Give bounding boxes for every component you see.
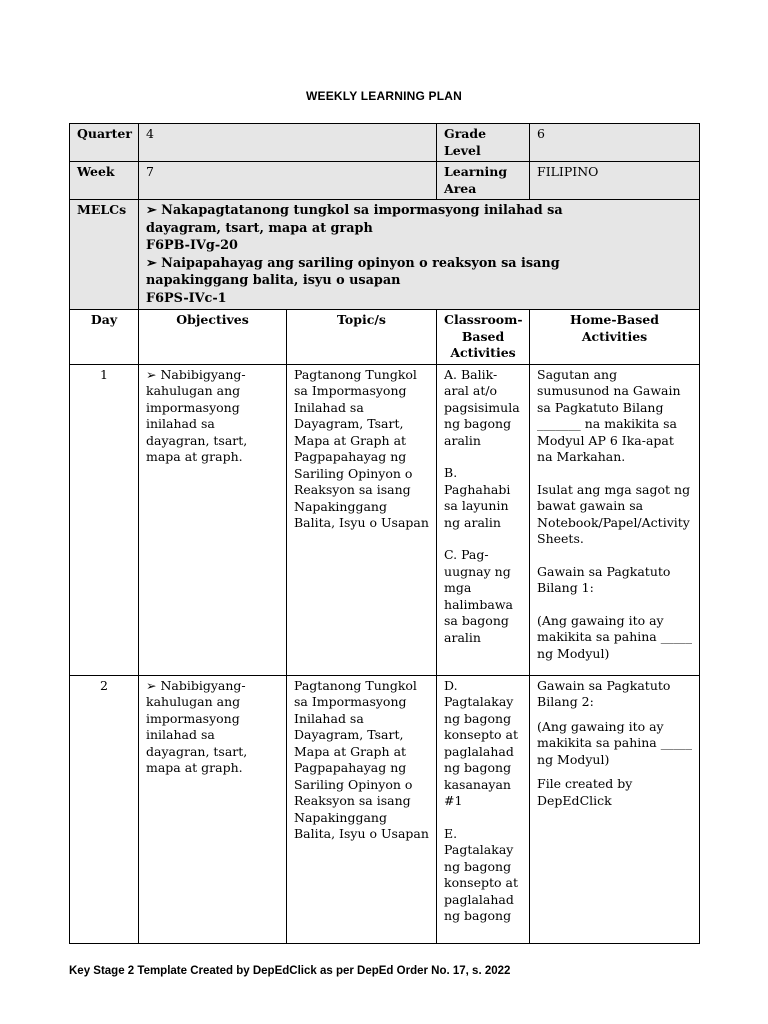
melc-line: ➢ Nakapagtatanong tungkol sa impormasyong inilahad sa [146,203,563,218]
home-activity: (Ang gawaing ito ay makikita sa pahina _____ ng Modyul) [537,718,692,767]
day-cell: 1 [70,364,139,675]
quarter-label: Quarter [70,124,139,162]
day-cell: 2 [70,675,139,943]
page-title: WEEKLY LEARNING PLAN [305,89,462,103]
melcs-label: MELCs [70,200,139,310]
week-row [70,162,700,200]
grade-value: 6 [530,124,700,162]
classroom-activity: A. Balik-aral at/o pagsisimula ng bagong aralin [444,366,520,448]
home-activity: File created by DepEdClick [537,776,633,808]
quarter-row [70,124,700,162]
header-classroom: Classroom-Based Activities [437,310,530,365]
melc-line: dayagram, tsart, mapa at graph [146,220,373,236]
home-activity: Sagutan ang sumusunod na Gawain sa Pagkatuto Bilang _______ na makikita sa Modyul AP 6 Ika-apat na Markahan. [537,366,681,464]
home-activity: Gawain sa Pagkatuto Bilang 1: [537,563,671,595]
home-activity: (Ang gawaing ito ay makikita sa pahina _____ ng Modyul) [537,612,692,661]
table-row [70,364,700,675]
home-activity: Isulat ang mga sagot ng bawat gawain sa Notebook/Papel/Activity Sheets. [537,481,691,546]
melc-line: napakinggang balita, isyu o usapan [146,273,401,288]
objectives-cell: ➢ Nabibigyang-kahulugan ang impormasyong inilahad sa dayagran, tsart, mapa at graph. [139,675,287,943]
header-objectives: Objectives [139,310,287,365]
classroom-activity: D. Pagtalakay ng bagong konsepto at paglalahad ng bagong kasanayan #1 [444,677,518,808]
classroom-activity: E. Pagtalakay ng bagong konsepto at paglalahad ng bagong [444,825,518,923]
header-topics: Topic/s [287,310,437,365]
topic-cell: Pagtanong Tungkol sa Impormasyong Inilahad sa Dayagram, Tsart, Mapa at Graph at Pagpapahayag ng Sariling Opinyon o Reaksyon sa isang Napakinggang Balita, Isyu o Usapan [287,675,437,943]
home-cell [530,364,700,675]
header-home: Home-Based Activities [530,310,700,365]
classroom-activity: B. Paghahabi sa layunin ng aralin [444,465,511,530]
learning-area-value: FILIPINO [530,162,700,200]
melcs-content [139,200,700,310]
grade-label: Grade Level [437,124,530,162]
column-header-row [70,310,700,365]
melcs-row [70,200,700,310]
learning-plan-table [69,123,700,944]
classroom-cell [437,364,530,675]
footer-text: Key Stage 2 Template Created by DepEdClick as per DepEd Order No. 17, s. 2022 [69,965,511,977]
week-value: 7 [139,162,437,200]
table-row [70,675,700,943]
learning-area-label: Learning Area [437,162,530,200]
objectives-cell: ➢ Nabibigyang-kahulugan ang impormasyong inilahad sa dayagran, tsart, mapa at graph. [139,364,287,675]
classroom-cell [437,675,530,943]
classroom-activity: C. Pag-uugnay ng mga halimbawa sa bagong aralin [444,547,513,645]
melc-code: F6PB-IVg-20 [146,238,238,253]
quarter-value: 4 [139,124,437,162]
topic-cell: Pagtanong Tungkol sa Impormasyong Inilahad sa Dayagram, Tsart, Mapa at Graph at Pagpapahayag ng Sariling Opinyon o Reaksyon sa isang Napakinggang Balita, Isyu o Usapan [287,364,437,675]
home-activity: Gawain sa Pagkatuto Bilang 2: [537,677,671,709]
home-cell [530,675,700,943]
melc-code: F6PS-IVc-1 [146,290,227,306]
header-day: Day [70,310,139,365]
melc-line: ➢ Naipapahayag ang sariling opinyon o reaksyon sa isang [146,255,560,271]
week-label: Week [70,162,139,200]
